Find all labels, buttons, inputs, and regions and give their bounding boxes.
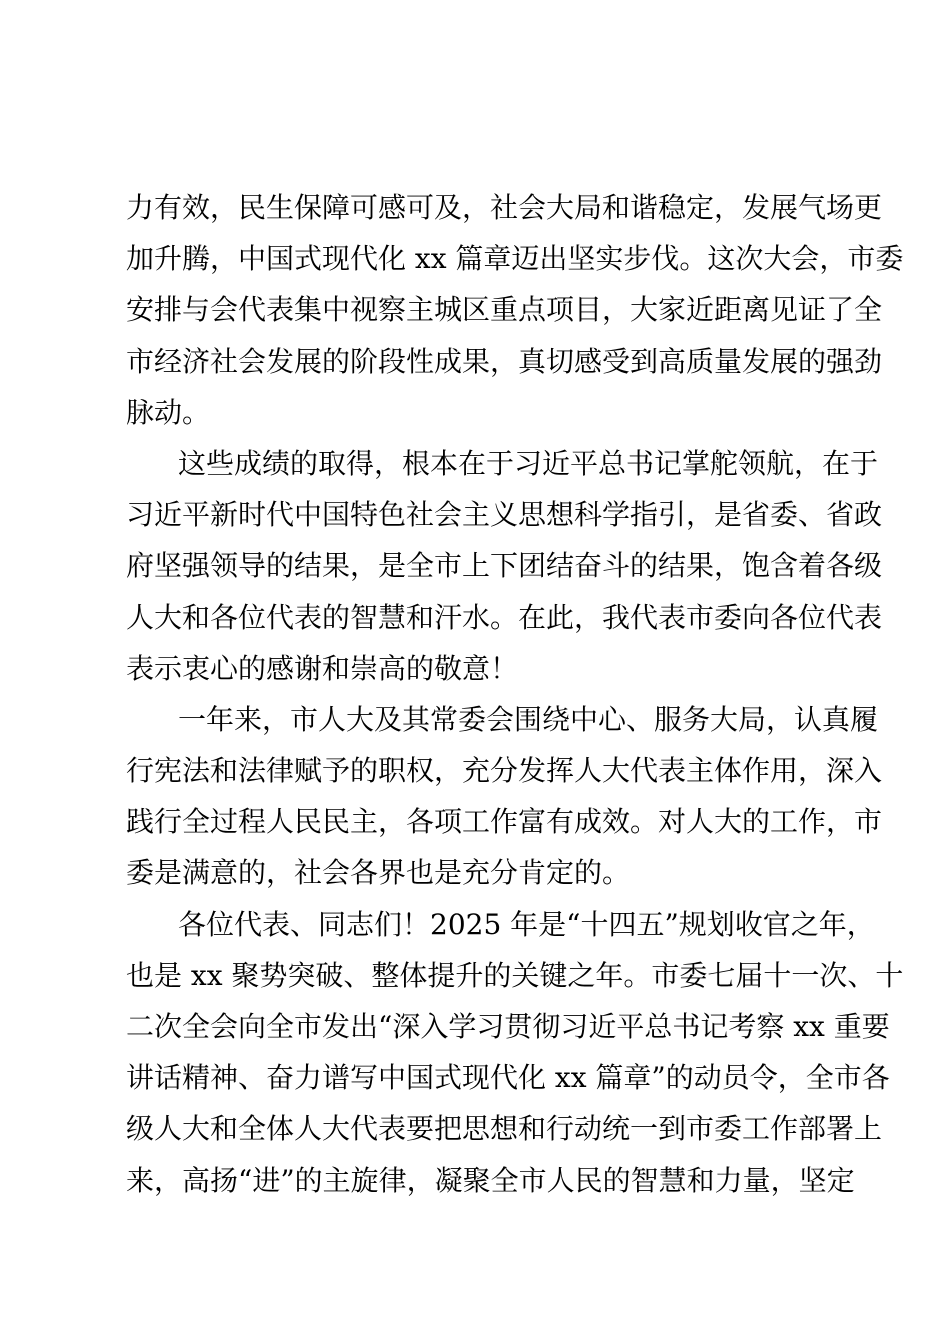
text-line: 安排与会代表集中视察主城区重点项目，大家近距离见证了全 (126, 293, 883, 327)
document-body (126, 182, 904, 1206)
text-line: 级人大和全体人大代表要把思想和行动统一到市委工作部署上 (126, 1112, 883, 1146)
text-line: 表示衷心的感谢和崇高的敬意！ (126, 651, 519, 685)
text-line: 来，高扬“进”的主旋律，凝聚全市人民的智慧和力量，坚定 (126, 1163, 855, 1197)
paragraph-first-line: 一年来，市人大及其常委会围绕中心、服务大局，认真履 (178, 702, 879, 736)
text-line: 脉动。 (126, 395, 211, 429)
paragraph-first-line: 各位代表、同志们！2025 年是“十四五”规划收官之年， (178, 907, 875, 941)
text-line: 行宪法和法律赋予的职权，充分发挥人大代表主体作用，深入 (126, 754, 883, 788)
text-line: 习近平新时代中国特色社会主义思想科学指引，是省委、省政 (126, 498, 883, 532)
text-line: 委是满意的，社会各界也是充分肯定的。 (126, 856, 631, 890)
text-line: 也是 xx 聚势突破、整体提升的关键之年。市委七届十一次、十 (126, 958, 904, 992)
text-line: 践行全过程人民民主，各项工作富有成效。对人大的工作，市 (126, 805, 883, 839)
text-line: 府坚强领导的结果，是全市上下团结奋斗的结果，饱含着各级 (126, 549, 883, 583)
text-line: 讲话精神、奋力谱写中国式现代化 xx 篇章”的动员令，全市各 (126, 1061, 890, 1095)
text-line: 力有效，民生保障可感可及，社会大局和谐稳定，发展气场更 (126, 191, 883, 224)
text-line: 二次全会向全市发出“深入学习贯彻习近平总书记考察 xx 重要 (126, 1010, 890, 1043)
text-line: 人大和各位代表的智慧和汗水。在此，我代表市委向各位代表 (126, 600, 883, 634)
paragraph-first-line: 这些成绩的取得，根本在于习近平总书记掌舵领航，在于 (178, 446, 879, 480)
text-line: 加升腾，中国式现代化 xx 篇章迈出坚实步伐。这次大会，市委 (126, 242, 904, 276)
text-line: 市经济社会发展的阶段性成果，真切感受到高质量发展的强劲 (126, 344, 883, 378)
